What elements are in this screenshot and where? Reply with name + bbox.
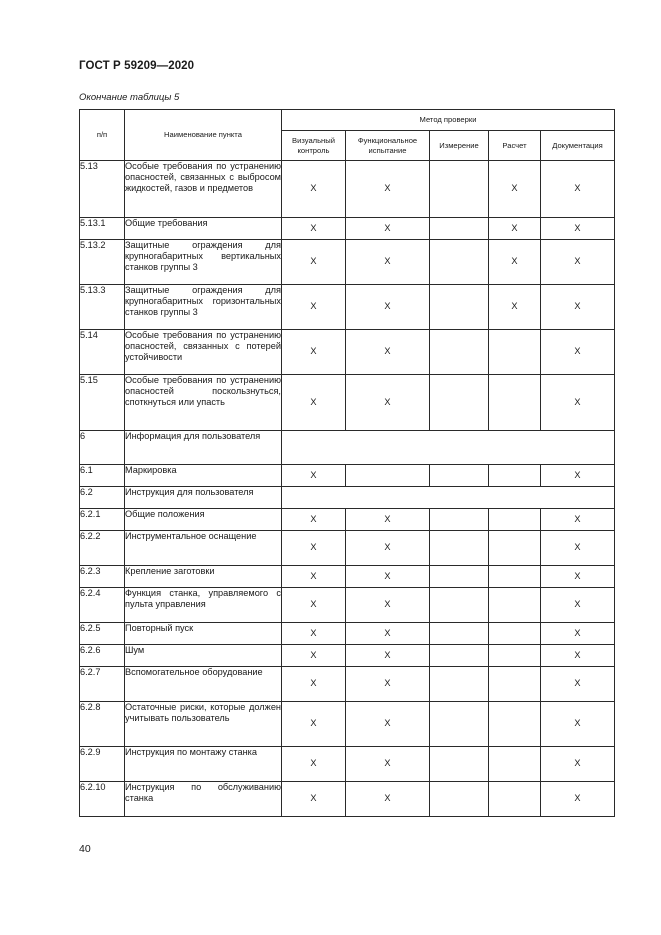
- item-name: Общие положения: [125, 509, 282, 531]
- mark-visual: X: [282, 645, 346, 667]
- mark-measurement: [430, 645, 489, 667]
- item-name: Особые требования по устранению опасностей поскользнуться, споткнуться или упасть: [125, 375, 282, 431]
- item-name: Защитные ограждения для крупногабаритных вертикальных станков группы 3: [125, 240, 282, 285]
- table-row: [80, 667, 615, 702]
- mark-measurement: [430, 588, 489, 623]
- item-name: Повторный пуск: [125, 623, 282, 645]
- mark-measurement: [430, 465, 489, 487]
- mark-calculation: X: [489, 240, 541, 285]
- document-code: ГОСТ Р 59209—2020: [79, 60, 195, 72]
- mark-measurement: [430, 782, 489, 817]
- item-number: 6.2.9: [80, 747, 125, 782]
- verification-table: [79, 109, 615, 817]
- header-method-group: Метод проверки: [282, 110, 615, 131]
- item-number: 6.2.5: [80, 623, 125, 645]
- item-name: Вспомогательное оборудование: [125, 667, 282, 702]
- mark-calculation: [489, 782, 541, 817]
- table-row: [80, 566, 615, 588]
- mark-functional: X: [346, 285, 430, 330]
- header-method-documentation: Документация: [541, 131, 615, 161]
- mark-calculation: X: [489, 161, 541, 218]
- mark-visual: X: [282, 782, 346, 817]
- mark-documentation: X: [541, 161, 615, 218]
- table-row: [80, 588, 615, 623]
- mark-documentation: X: [541, 509, 615, 531]
- mark-visual: X: [282, 566, 346, 588]
- table-row: [80, 330, 615, 375]
- mark-calculation: [489, 465, 541, 487]
- mark-visual: X: [282, 285, 346, 330]
- item-number: 6.2.2: [80, 531, 125, 566]
- mark-functional: X: [346, 375, 430, 431]
- mark-calculation: [489, 375, 541, 431]
- mark-visual: X: [282, 509, 346, 531]
- item-number: 5.14: [80, 330, 125, 375]
- mark-calculation: X: [489, 285, 541, 330]
- mark-functional: X: [346, 161, 430, 218]
- mark-visual: X: [282, 747, 346, 782]
- mark-functional: X: [346, 218, 430, 240]
- mark-visual: X: [282, 218, 346, 240]
- mark-measurement: [430, 240, 489, 285]
- mark-documentation: X: [541, 566, 615, 588]
- mark-functional: [346, 465, 430, 487]
- mark-visual: X: [282, 465, 346, 487]
- item-name: Информация для пользователя: [125, 431, 282, 465]
- mark-documentation: X: [541, 531, 615, 566]
- mark-measurement: [430, 747, 489, 782]
- item-number: 6.2.4: [80, 588, 125, 623]
- table-body: [80, 161, 615, 817]
- table-row: [80, 285, 615, 330]
- mark-visual: X: [282, 588, 346, 623]
- item-number: 6.2.3: [80, 566, 125, 588]
- item-number: 6.2.10: [80, 782, 125, 817]
- mark-documentation: X: [541, 645, 615, 667]
- item-name: Инструкция для пользователя: [125, 487, 282, 509]
- page-number: 40: [79, 843, 91, 855]
- empty-method-cells: [282, 487, 615, 509]
- mark-measurement: [430, 702, 489, 747]
- mark-calculation: [489, 667, 541, 702]
- header-method-visual: Визуальный контроль: [282, 131, 346, 161]
- mark-measurement: [430, 218, 489, 240]
- mark-calculation: [489, 645, 541, 667]
- header-item-number: п/п: [80, 110, 125, 161]
- mark-documentation: X: [541, 667, 615, 702]
- mark-calculation: X: [489, 218, 541, 240]
- item-name: Особые требования по устранению опасностей, связанных с выбросом жидкостей, газов и предметов: [125, 161, 282, 218]
- mark-measurement: [430, 509, 489, 531]
- item-number: 5.15: [80, 375, 125, 431]
- mark-calculation: [489, 509, 541, 531]
- mark-visual: X: [282, 330, 346, 375]
- table-row: [80, 161, 615, 218]
- mark-functional: X: [346, 645, 430, 667]
- header-method-calculation: Расчет: [489, 131, 541, 161]
- empty-method-cells: [282, 431, 615, 465]
- mark-visual: X: [282, 702, 346, 747]
- mark-documentation: X: [541, 285, 615, 330]
- item-name: Особые требования по устранению опасностей, связанных с потерей устойчивости: [125, 330, 282, 375]
- mark-visual: X: [282, 375, 346, 431]
- mark-calculation: [489, 623, 541, 645]
- mark-documentation: X: [541, 782, 615, 817]
- item-name: Инструментальное оснащение: [125, 531, 282, 566]
- mark-documentation: X: [541, 588, 615, 623]
- mark-measurement: [430, 375, 489, 431]
- mark-functional: X: [346, 566, 430, 588]
- item-name: Шум: [125, 645, 282, 667]
- mark-visual: X: [282, 240, 346, 285]
- item-number: 6.1: [80, 465, 125, 487]
- item-number: 6.2.7: [80, 667, 125, 702]
- table-row: [80, 375, 615, 431]
- mark-documentation: X: [541, 623, 615, 645]
- mark-functional: X: [346, 623, 430, 645]
- mark-documentation: X: [541, 218, 615, 240]
- item-number: 6.2: [80, 487, 125, 509]
- mark-documentation: X: [541, 240, 615, 285]
- table-row: [80, 747, 615, 782]
- mark-measurement: [430, 531, 489, 566]
- item-name: Крепление заготовки: [125, 566, 282, 588]
- item-number: 6.2.8: [80, 702, 125, 747]
- item-name: Защитные ограждения для крупногабаритных горизонтальных станков группы 3: [125, 285, 282, 330]
- item-number: 6.2.6: [80, 645, 125, 667]
- mark-functional: X: [346, 747, 430, 782]
- item-number: 5.13.2: [80, 240, 125, 285]
- table-row: [80, 645, 615, 667]
- section-row: [80, 487, 615, 509]
- item-number: 5.13.1: [80, 218, 125, 240]
- mark-measurement: [430, 623, 489, 645]
- header-item-name: Наименование пункта: [125, 110, 282, 161]
- item-name: Общие требования: [125, 218, 282, 240]
- item-number: 5.13.3: [80, 285, 125, 330]
- table-row: [80, 531, 615, 566]
- mark-documentation: X: [541, 465, 615, 487]
- table-row: [80, 218, 615, 240]
- table-row: [80, 240, 615, 285]
- mark-functional: X: [346, 782, 430, 817]
- mark-measurement: [430, 285, 489, 330]
- mark-functional: X: [346, 509, 430, 531]
- mark-documentation: X: [541, 375, 615, 431]
- mark-calculation: [489, 747, 541, 782]
- mark-documentation: X: [541, 747, 615, 782]
- mark-functional: X: [346, 330, 430, 375]
- item-name: Маркировка: [125, 465, 282, 487]
- mark-functional: X: [346, 531, 430, 566]
- mark-functional: X: [346, 667, 430, 702]
- mark-visual: X: [282, 623, 346, 645]
- table-row: [80, 509, 615, 531]
- mark-calculation: [489, 702, 541, 747]
- mark-measurement: [430, 161, 489, 218]
- mark-measurement: [430, 667, 489, 702]
- header-method-measurement: Измерение: [430, 131, 489, 161]
- mark-functional: X: [346, 240, 430, 285]
- mark-visual: X: [282, 667, 346, 702]
- item-name: Остаточные риски, которые должен учитывать пользователь: [125, 702, 282, 747]
- item-number: 5.13: [80, 161, 125, 218]
- item-name: Инструкция по монтажу станка: [125, 747, 282, 782]
- mark-documentation: X: [541, 702, 615, 747]
- mark-calculation: [489, 531, 541, 566]
- mark-calculation: [489, 330, 541, 375]
- table-row: [80, 702, 615, 747]
- table-row: [80, 623, 615, 645]
- table-row: [80, 465, 615, 487]
- mark-calculation: [489, 588, 541, 623]
- mark-functional: X: [346, 588, 430, 623]
- table-caption: Окончание таблицы 5: [79, 92, 180, 103]
- mark-documentation: X: [541, 330, 615, 375]
- mark-visual: X: [282, 161, 346, 218]
- table-row: [80, 782, 615, 817]
- header-method-functional: Функциональное испытание: [346, 131, 430, 161]
- item-name: Инструкция по обслуживанию станка: [125, 782, 282, 817]
- section-row: [80, 431, 615, 465]
- item-number: 6: [80, 431, 125, 465]
- item-name: Функция станка, управляемого с пульта управления: [125, 588, 282, 623]
- mark-visual: X: [282, 531, 346, 566]
- item-number: 6.2.1: [80, 509, 125, 531]
- mark-functional: X: [346, 702, 430, 747]
- mark-measurement: [430, 566, 489, 588]
- mark-measurement: [430, 330, 489, 375]
- mark-calculation: [489, 566, 541, 588]
